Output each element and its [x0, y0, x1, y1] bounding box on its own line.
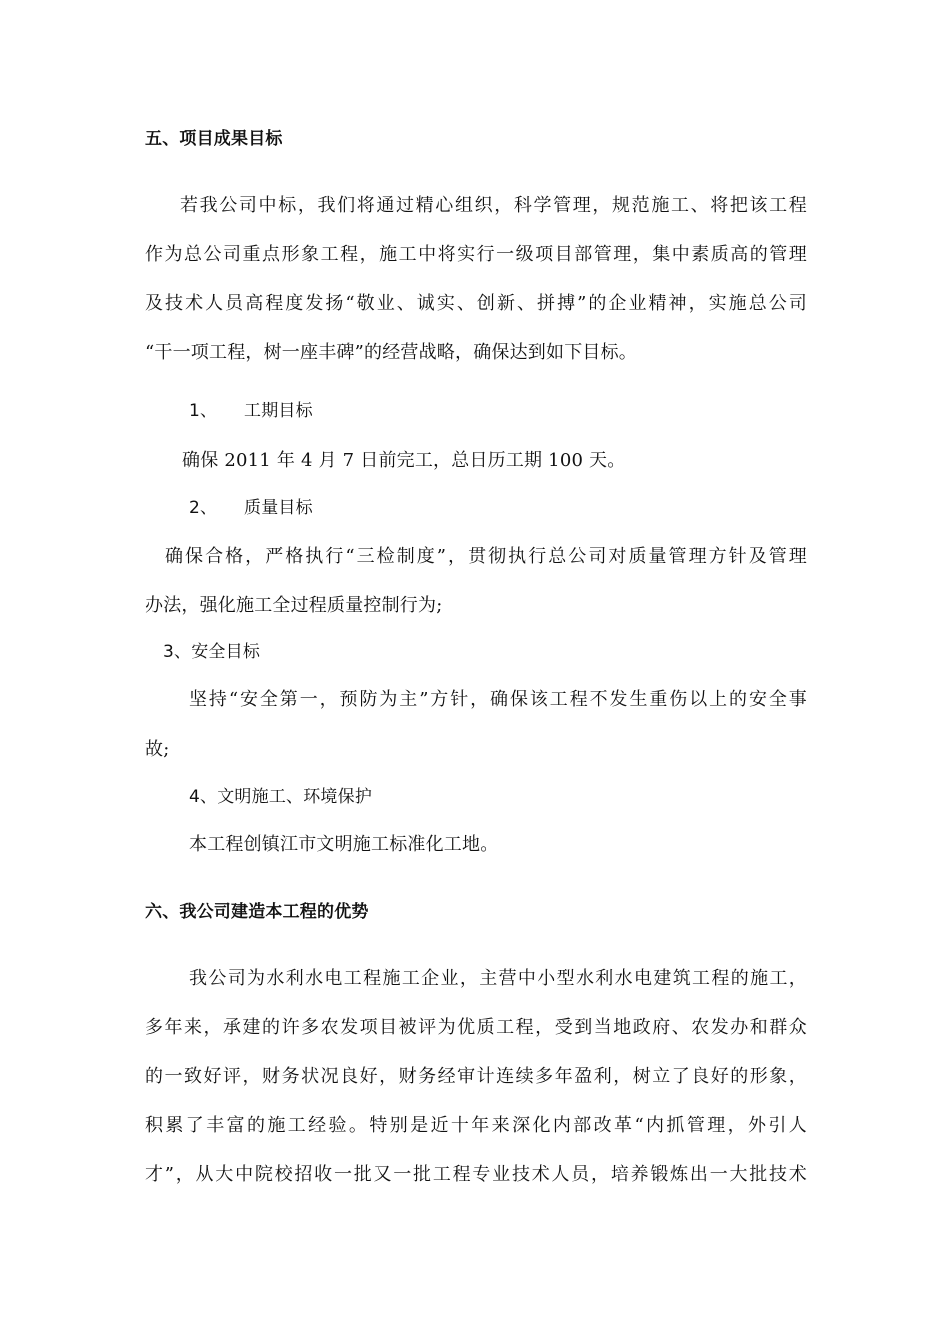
goal-3-line-1: 坚持“安全第一，预防为主”方针，确保该工程不发生重伤以上的安全事 — [189, 689, 807, 710]
section-5-heading: 五、项目成果目标 — [145, 129, 283, 149]
section-6-line-3: 的一致好评，财务状况良好，财务经审计连续多年盈利，树立了良好的形象， — [145, 1066, 807, 1087]
goal-3-title: 3、安全目标 — [163, 642, 261, 662]
section-6-heading: 六、我公司建造本工程的优势 — [145, 902, 369, 922]
goal-2-line-1: 确保合格，严格执行“三检制度”，贯彻执行总公司对质量管理方针及管理 — [165, 546, 807, 567]
section-6-line-4: 积累了丰富的施工经验。特别是近十年来深化内部改革“内抓管理，外引人 — [145, 1115, 807, 1136]
goal-2-number: 2、 — [189, 498, 218, 518]
goal-1-text: 确保 2011 年 4 月 7 日前完工，总日历工期 100 天。 — [182, 450, 626, 471]
goal-2-line-2: 办法，强化施工全过程质量控制行为; — [145, 595, 443, 616]
section-5-intro-line-1: 若我公司中标，我们将通过精心组织，科学管理，规范施工、将把该工程 — [180, 195, 807, 216]
goal-2-title: 质量目标 — [244, 498, 313, 518]
section-5-intro-line-3: 及技术人员高程度发扬“敬业、诚实、创新、拼搏”的企业精神，实施总公司 — [145, 293, 807, 314]
section-6-line-5: 才”，从大中院校招收一批又一批工程专业技术人员，培养锻炼出一大批技术 — [145, 1164, 807, 1185]
section-5-intro-line-2: 作为总公司重点形象工程，施工中将实行一级项目部管理，集中素质高的管理 — [145, 244, 807, 265]
section-5-intro-line-4: “干一项工程，树一座丰碑”的经营战略，确保达到如下目标。 — [145, 342, 638, 363]
goal-3-line-2: 故; — [145, 739, 170, 760]
section-6-line-1: 我公司为水利水电工程施工企业，主营中小型水利水电建筑工程的施工， — [189, 968, 807, 989]
goal-4-title: 4、文明施工、环境保护 — [189, 787, 373, 807]
goal-1-number: 1、 — [189, 401, 218, 421]
section-6-line-2: 多年来，承建的许多农发项目被评为优质工程，受到当地政府、农发办和群众 — [145, 1017, 807, 1038]
goal-4-text: 本工程创镇江市文明施工标准化工地。 — [189, 834, 499, 855]
goal-1-title: 工期目标 — [244, 401, 313, 421]
